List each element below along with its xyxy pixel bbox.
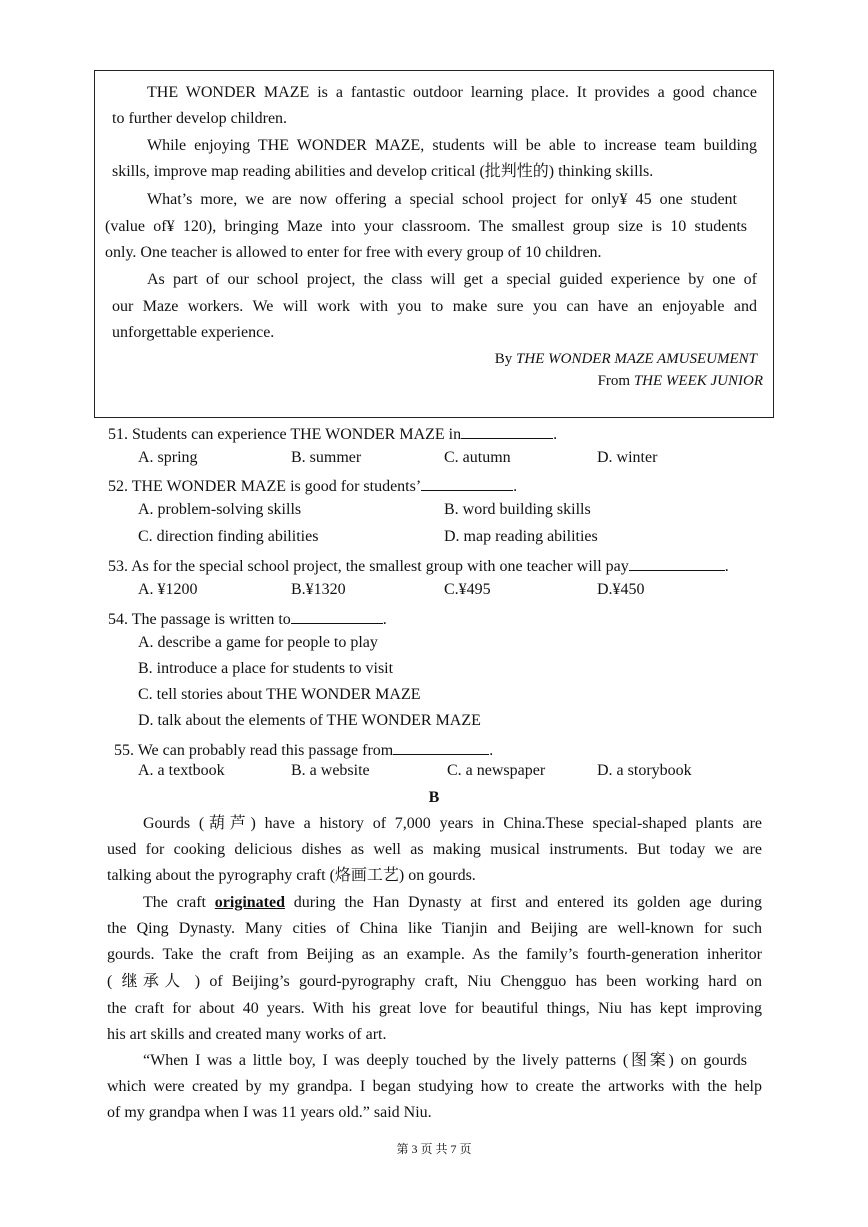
passage-line: to further develop children.: [112, 110, 288, 127]
source-prefix: From: [597, 373, 634, 389]
source-line: [598, 374, 763, 389]
byline-prefix: By: [494, 351, 517, 367]
option-a[interactable]: A. a textbook: [138, 762, 225, 779]
option-a[interactable]: A. problem-solving skills: [138, 501, 302, 518]
passage-line: THE WONDER MAZE is a fantastic outdoor learning place. It provides a good chance: [147, 84, 757, 101]
option-c[interactable]: C. a newspaper: [447, 762, 546, 779]
passage-line: Gourds (葫芦) have a history of 7,000 years in China.These special-shaped plants are: [143, 815, 762, 832]
passage-line: used for cooking delicious dishes as well as making musical instruments. But today we are: [107, 841, 762, 858]
question-54: [108, 609, 387, 628]
byline-name: THE WONDER MAZE AMUSEUMENT: [516, 351, 757, 367]
passage-line: the Qing Dynasty. Many cities of China like Tianjin and Beijing are well-known for such: [107, 920, 762, 937]
passage-line: his art skills and created many works of art.: [107, 1026, 387, 1043]
answer-blank[interactable]: [629, 556, 725, 571]
question-end: .: [724, 558, 729, 575]
question-51: [108, 424, 557, 443]
question-stem: 53. As for the special school project, the smallest group with one teacher will pay: [108, 558, 629, 575]
question-end: .: [382, 611, 387, 628]
passage-line: gourds. Take the craft from Beijing as an example. As the family’s fourth-generation inheritor: [107, 946, 762, 963]
passage-line: of my grandpa when I was 11 years old.” said Niu.: [107, 1104, 432, 1121]
passage-line: [143, 895, 762, 911]
option-d[interactable]: D. map reading abilities: [444, 528, 598, 545]
option-a[interactable]: A. describe a game for people to play: [138, 634, 378, 651]
passage-line: ( 继承人 ) of Beijing’s gourd-pyrography craft, Niu Chengguo has been working hard on: [107, 973, 762, 990]
passage-line: our Maze workers. We will work with you to make sure you can have an enjoyable and: [112, 298, 757, 315]
answer-blank[interactable]: [291, 609, 383, 624]
source-name: THE WEEK JUNIOR: [633, 373, 763, 389]
option-b[interactable]: B. a website: [291, 762, 370, 779]
option-d[interactable]: D.¥450: [597, 581, 645, 598]
passage-line: only. One teacher is allowed to enter for free with every group of 10 children.: [105, 244, 602, 261]
page-number: 第 3 页 共 7 页: [396, 1142, 472, 1156]
question-stem: 51. Students can experience THE WONDER MAZE in: [108, 426, 462, 443]
option-b[interactable]: B.¥1320: [291, 581, 346, 598]
question-stem: 54. The passage is written to: [108, 611, 291, 628]
option-a[interactable]: A. spring: [138, 449, 198, 466]
question-end: .: [553, 426, 558, 443]
question-52: [108, 476, 517, 495]
passage-line: the craft for about 40 years. With his great love for beautiful things, Niu has kept improving: [107, 1000, 762, 1017]
answer-blank[interactable]: [393, 740, 489, 755]
option-b[interactable]: B. summer: [291, 449, 362, 466]
section-heading: B: [428, 789, 440, 806]
option-c[interactable]: C.¥495: [444, 581, 491, 598]
question-55: [114, 740, 493, 759]
passage-line: skills, improve map reading abilities and develop critical (批判性的) thinking skills.: [112, 163, 654, 180]
byline: [495, 352, 757, 367]
passage-line: “When I was a little boy, I was deeply touched by the lively patterns (图案) on gourds: [143, 1052, 747, 1069]
passage-line: talking about the pyrography craft (烙画工艺) on gourds.: [107, 867, 476, 884]
text-segment: The craft: [143, 894, 215, 911]
passage-box: [94, 70, 774, 418]
question-end: .: [513, 478, 518, 495]
passage-line: which were created by my grandpa. I began studying how to create the artworks with the help: [107, 1078, 762, 1095]
option-d[interactable]: D. a storybook: [597, 762, 692, 779]
option-a[interactable]: A. ¥1200: [138, 581, 198, 598]
option-c[interactable]: C. autumn: [444, 449, 511, 466]
passage-line: unforgettable experience.: [112, 324, 275, 341]
text-segment: during the Han Dynasty at first and entered its golden age during: [285, 894, 762, 911]
passage-line: While enjoying THE WONDER MAZE, students will be able to increase team building: [147, 137, 757, 154]
option-d[interactable]: D. talk about the elements of THE WONDER MAZE: [138, 712, 481, 729]
option-b[interactable]: B. word building skills: [444, 501, 591, 518]
question-53: [108, 556, 729, 575]
passage-line: As part of our school project, the class will get a special guided experience by one of: [147, 271, 757, 288]
option-c[interactable]: C. direction finding abilities: [138, 528, 319, 545]
question-stem: 55. We can probably read this passage from: [114, 742, 394, 759]
passage-line: What’s more, we are now offering a special school project for only¥ 45 one student: [147, 191, 737, 208]
answer-blank[interactable]: [421, 476, 513, 491]
question-stem: 52. THE WONDER MAZE is good for students’: [108, 478, 422, 495]
highlighted-word: originated: [214, 894, 285, 911]
option-b[interactable]: B. introduce a place for students to visit: [138, 660, 394, 677]
option-c[interactable]: C. tell stories about THE WONDER MAZE: [138, 686, 421, 703]
passage-line: (value of¥ 120), bringing Maze into your classroom. The smallest group size is 10 students: [105, 218, 747, 235]
option-d[interactable]: D. winter: [597, 449, 658, 466]
answer-blank[interactable]: [461, 424, 553, 439]
question-end: .: [489, 742, 494, 759]
